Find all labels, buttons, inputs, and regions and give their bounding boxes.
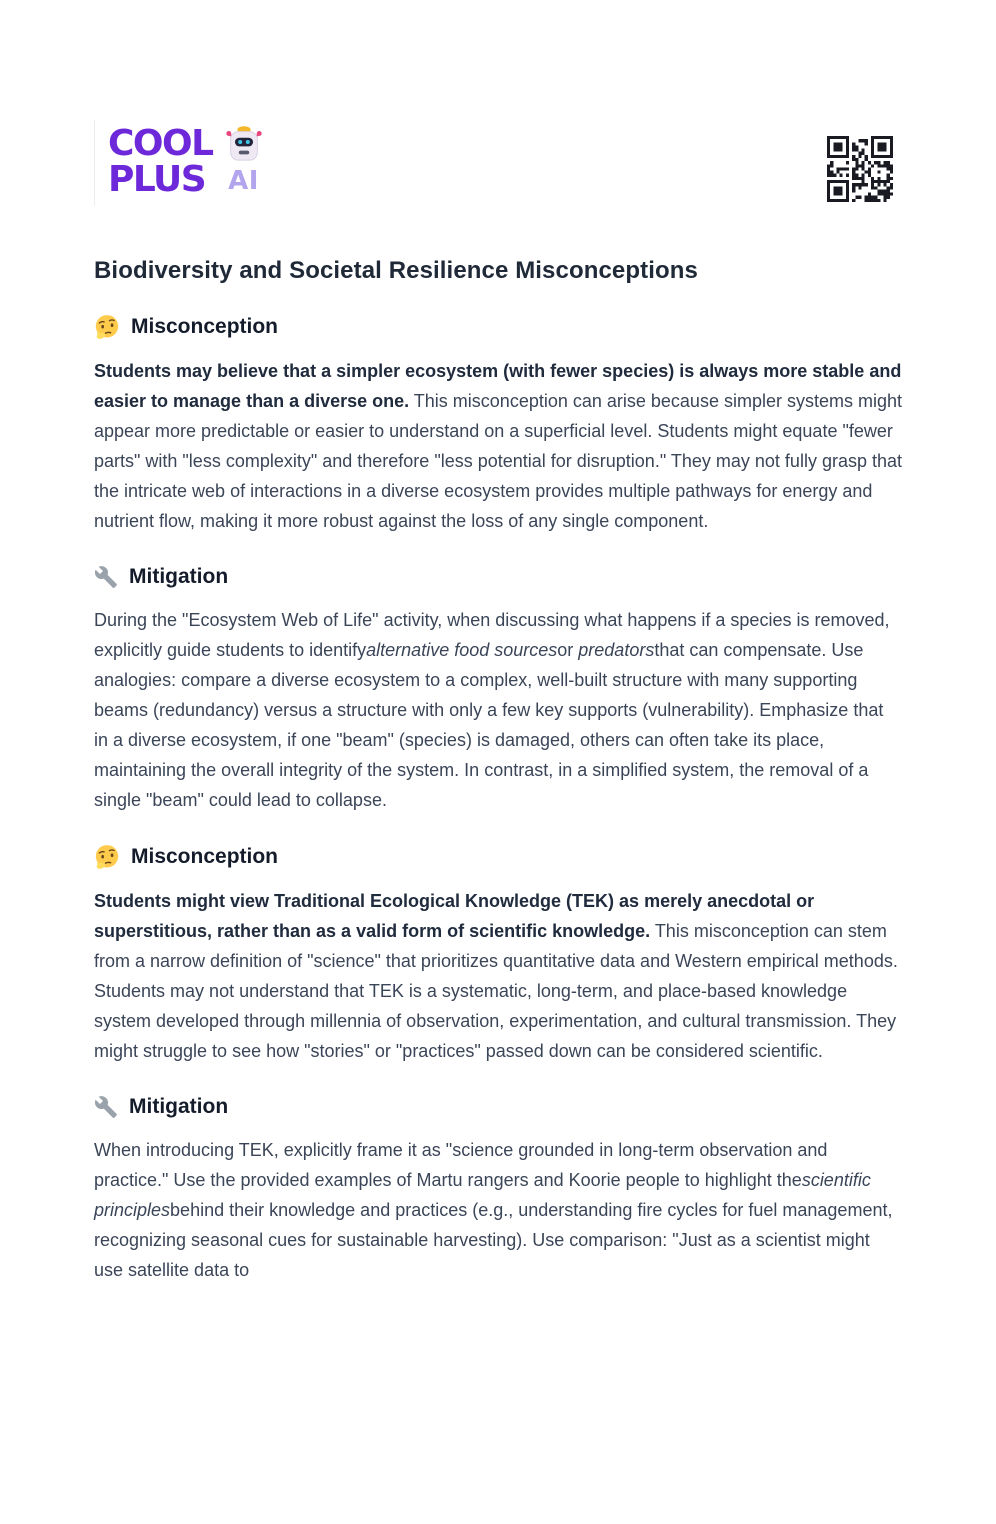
- wrench-icon: [94, 1095, 118, 1119]
- misconception-text: Students may believe that a simpler ecosystem (with fewer species) is always more stable and easier to manage than a diverse one. This misconception can arise because simpler systems might appear more predictable or easier to understand on a superficial level. Students might equate "fewer parts" with "less complexity" and therefore "less potential for disruption." They may not fully grasp that the intricate web of interactions in a diverse ecosystem provides multiple pathways for energy and nutrient flow, making it more robust against the loss of any single component.: [94, 361, 902, 531]
- section-heading-label: Mitigation: [129, 1095, 229, 1118]
- section-misconception-2: [94, 844, 902, 1066]
- thinking-face-icon: [94, 314, 120, 340]
- coolplus-ai-logo: [94, 120, 265, 206]
- mitigation-heading: [94, 1095, 902, 1119]
- wrench-icon: [94, 565, 118, 589]
- logo-wordmark: [108, 123, 213, 200]
- misconception-text: Students might view Traditional Ecological Knowledge (TEK) as merely anecdotal or superstitious, rather than as a valid form of scientific knowledge. This misconception can stem from a narrow definition of "science" that prioritizes quantitative data and Western empirical methods. Students may not understand that TEK is a systematic, long-term, and place-based knowledge system developed through millennia of observation, experimentation, and cultural transmission. They might struggle to see how "stories" or "practices" passed down can be considered scientific.: [94, 891, 898, 1061]
- mitigation-text: When introducing TEK, explicitly frame it as "science grounded in long-term observation and practice." Use the provided examples of Martu rangers and Koorie people to highlight thescientific principlesbehind their knowledge and practices (e.g., understanding fire cycles for fuel management, recognizing seasonal cues for sustainable harvesting). Use comparison: "Just as a scientist might use satellite data to: [94, 1140, 893, 1280]
- page-header: [94, 120, 902, 207]
- misconception-heading: [94, 314, 902, 340]
- section-mitigation-2: [94, 1095, 902, 1285]
- logo-ai-label: AI: [228, 166, 259, 196]
- robot-icon: [223, 124, 265, 167]
- logo-word-plus: PLUS: [108, 159, 206, 200]
- section-heading-label: Mitigation: [129, 565, 229, 588]
- document-page: [0, 120, 996, 1285]
- section-mitigation-1: [94, 565, 902, 815]
- mitigation-text: During the "Ecosystem Web of Life" activity, when discussing what happens if a species is removed, explicitly guide students to identifyalternative food sourcesor predatorsthat can compensate. Use analogies: compare a diverse ecosystem to a complex, well-built structure with many supporting beams (redundancy) versus a structure with only a few key supports (vulnerability). Emphasize that in a diverse ecosystem, if one "beam" (species) is damaged, others can often take its place, maintaining the overall integrity of the system. In contrast, in a simplified system, the removal of a single "beam" could lead to collapse.: [94, 610, 890, 810]
- page-title: Biodiversity and Societal Resilience Misconceptions: [94, 257, 698, 284]
- thinking-face-icon: [94, 844, 120, 870]
- qr-code-icon: [827, 136, 893, 207]
- section-misconception-1: [94, 314, 902, 536]
- logo-right-column: [223, 124, 265, 194]
- misconception-heading: [94, 844, 902, 870]
- section-heading-label: Misconception: [131, 845, 279, 868]
- section-heading-label: Misconception: [131, 315, 279, 338]
- logo-word-cool: COOL: [108, 123, 213, 164]
- mitigation-heading: [94, 565, 902, 589]
